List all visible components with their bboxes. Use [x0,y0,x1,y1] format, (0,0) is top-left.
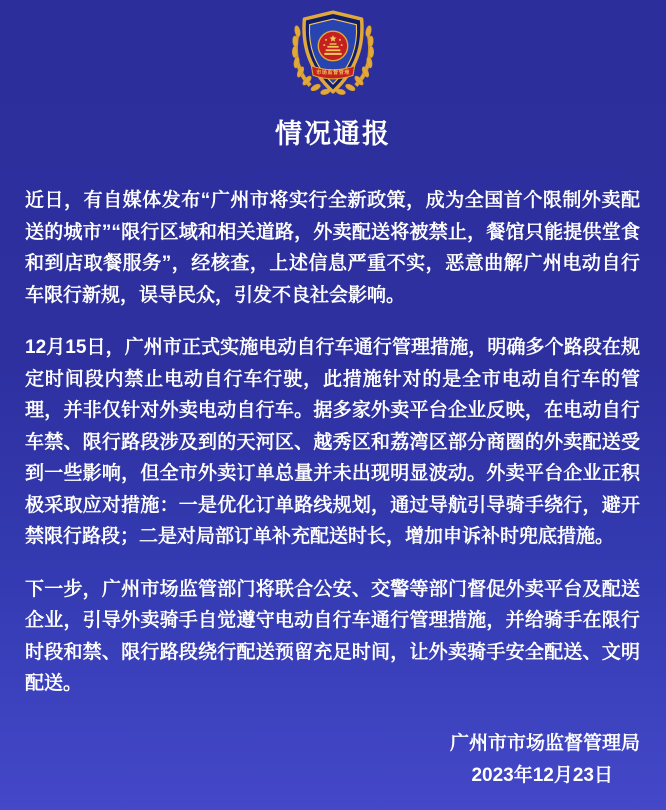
notice-body [0,185,666,700]
badge-banner-text: 市场监督管理 [316,70,350,77]
signature-block [0,728,666,792]
paragraph-policy-details: 12月15日，广州市正式实施电动自行车通行管理措施，明确多个路段在规定时间段内禁止电动自行车行驶，此措施针对的是全市电动自行车的管理，并非仅针对外卖电动自行车。据多家外卖平台企业反映，在电动自行车禁、限行路段涉及到的天河区、越秀区和荔湾区部分商圈的外卖配送受到一些影响，但全市外卖订单总量并未出现明显波动。外卖平台企业正积极采取应对措施：一是优化订单路线规划，通过导航引导骑手绕行，避开禁限行路段；二是对局部订单补充配送时长，增加申诉补时兜底措施。 [25,337,640,547]
paragraph-next-steps: 下一步，广州市场监管部门将联合公安、交警等部门督促外卖平台及配送企业，引导外卖骑手自觉遵守电动自行车通行管理措施，并给骑手在限行时段和禁、限行路段绕行配送预留充足时间，让外卖骑手安全配送、文明配送。 [25,578,640,694]
notice-title: 情况通报 [275,119,391,149]
market-supervision-badge-icon [281,6,385,98]
emblem-container [0,0,666,98]
paragraph-rumor-clarification: 近日，有自媒体发布“广州市将实行全新政策，成为全国首个限制外卖配送的城市”“限行区域和相关道路，外卖配送将被禁止，餐馆只能提供堂食和到店取餐服务”，经核查，上述信息严重不实，恶意曲解广州电动自行车限行新规，误导民众，引发不良社会影响。 [25,190,640,306]
issuer-name: 广州市市场监督管理局 [449,732,640,754]
issue-date: 2023年12月23日 [471,764,613,786]
